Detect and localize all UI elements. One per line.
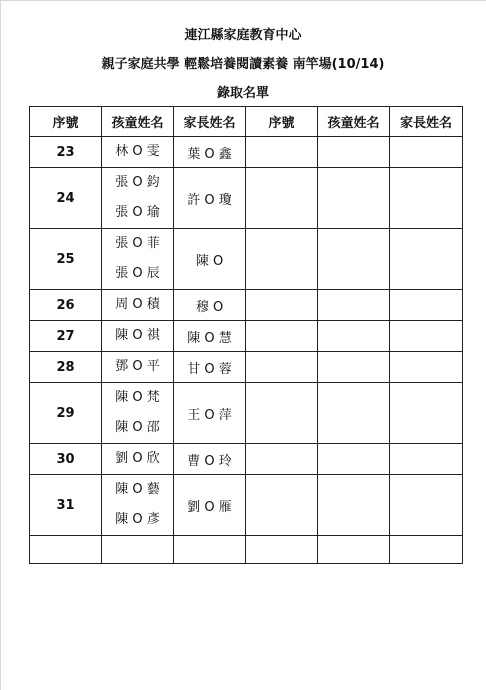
child-names-cell: [102, 321, 174, 352]
empty-cell: [390, 536, 463, 564]
empty-cell: [246, 475, 318, 536]
empty-cell: [246, 383, 318, 444]
row-number: 31: [30, 475, 102, 536]
empty-cell: [246, 352, 318, 383]
empty-cell: [318, 137, 390, 168]
empty-cell: [318, 229, 390, 290]
parent-name: 陳 O 慧: [174, 321, 246, 352]
table-row: [30, 383, 463, 444]
col-header-number-2: 序號: [246, 107, 318, 137]
row-number: 23: [30, 137, 102, 168]
empty-cell: [390, 383, 463, 444]
empty-cell: [318, 168, 390, 229]
table-row: [30, 444, 463, 475]
empty-cell: [318, 444, 390, 475]
child-name: 陳 O 彥: [115, 512, 160, 527]
empty-cell: [102, 536, 174, 564]
child-name: 張 O 菲: [115, 236, 160, 251]
row-number: 27: [30, 321, 102, 352]
empty-cell: [246, 229, 318, 290]
empty-cell: [318, 475, 390, 536]
parent-name: 王 O 萍: [174, 383, 246, 444]
parent-name: 穆 O: [174, 290, 246, 321]
empty-cell: [30, 536, 102, 564]
empty-cell: [318, 290, 390, 321]
empty-cell: [390, 290, 463, 321]
empty-cell: [246, 444, 318, 475]
row-number: 25: [30, 229, 102, 290]
table-row: [30, 352, 463, 383]
empty-cell: [246, 137, 318, 168]
organization-title: 連江縣家庭教育中心: [184, 28, 302, 43]
empty-cell: [390, 137, 463, 168]
empty-cell: [174, 536, 246, 564]
table-row: [30, 229, 463, 290]
child-names-cell: [102, 137, 174, 168]
child-name: 陳 O 藝: [115, 482, 160, 497]
row-number: 29: [30, 383, 102, 444]
empty-cell: [318, 383, 390, 444]
child-name: 劉 O 欣: [115, 451, 160, 466]
child-name: 林 O 雯: [115, 144, 160, 159]
empty-cell: [318, 536, 390, 564]
col-header-child-name: 孩童姓名: [102, 107, 174, 137]
child-name: 陳 O 梵: [115, 390, 160, 405]
empty-cell: [390, 229, 463, 290]
table-row: [30, 321, 463, 352]
empty-cell: [246, 290, 318, 321]
row-number: 24: [30, 168, 102, 229]
list-title: 錄取名單: [216, 86, 269, 101]
row-number: 26: [30, 290, 102, 321]
child-names-cell: [102, 352, 174, 383]
parent-name: 葉 O 鑫: [174, 137, 246, 168]
empty-table-row: [30, 536, 463, 564]
row-number: 28: [30, 352, 102, 383]
child-name: 張 O 瑜: [115, 205, 160, 220]
empty-cell: [390, 321, 463, 352]
child-name: 張 O 辰: [115, 266, 160, 281]
parent-name: 曹 O 玲: [174, 444, 246, 475]
parent-name: 劉 O 雁: [174, 475, 246, 536]
empty-cell: [390, 168, 463, 229]
col-header-number: 序號: [30, 107, 102, 137]
col-header-child-name-2: 孩童姓名: [318, 107, 390, 137]
child-name: 鄧 O 平: [115, 359, 160, 374]
table-row: [30, 137, 463, 168]
row-number: 30: [30, 444, 102, 475]
table-row: [30, 168, 463, 229]
empty-cell: [246, 168, 318, 229]
parent-name: 許 O 瓊: [174, 168, 246, 229]
table-header-row: [30, 107, 463, 137]
child-name: 陳 O 祺: [115, 328, 160, 343]
page-border-left: [0, 0, 1, 690]
page-border-top: [0, 0, 486, 1]
child-names-cell: [102, 383, 174, 444]
parent-name: 陳 O: [174, 229, 246, 290]
event-title: 親子家庭共學 輕鬆培養閱讀素養 南竿場(10/14): [101, 57, 385, 72]
child-names-cell: [102, 229, 174, 290]
table-row: [30, 290, 463, 321]
child-name: 周 O 積: [115, 297, 160, 312]
parent-name: 甘 O 蓉: [174, 352, 246, 383]
child-names-cell: [102, 444, 174, 475]
col-header-parent-name: 家長姓名: [174, 107, 246, 137]
empty-cell: [318, 321, 390, 352]
empty-cell: [390, 444, 463, 475]
empty-cell: [390, 352, 463, 383]
col-header-parent-name-2: 家長姓名: [390, 107, 463, 137]
child-names-cell: [102, 168, 174, 229]
empty-cell: [246, 536, 318, 564]
table-row: [30, 475, 463, 536]
child-names-cell: [102, 290, 174, 321]
admission-table: [29, 106, 463, 564]
child-name: 陳 O 邵: [115, 420, 160, 435]
empty-cell: [390, 475, 463, 536]
empty-cell: [318, 352, 390, 383]
empty-cell: [246, 321, 318, 352]
child-names-cell: [102, 475, 174, 536]
child-name: 張 O 鈞: [115, 175, 160, 190]
